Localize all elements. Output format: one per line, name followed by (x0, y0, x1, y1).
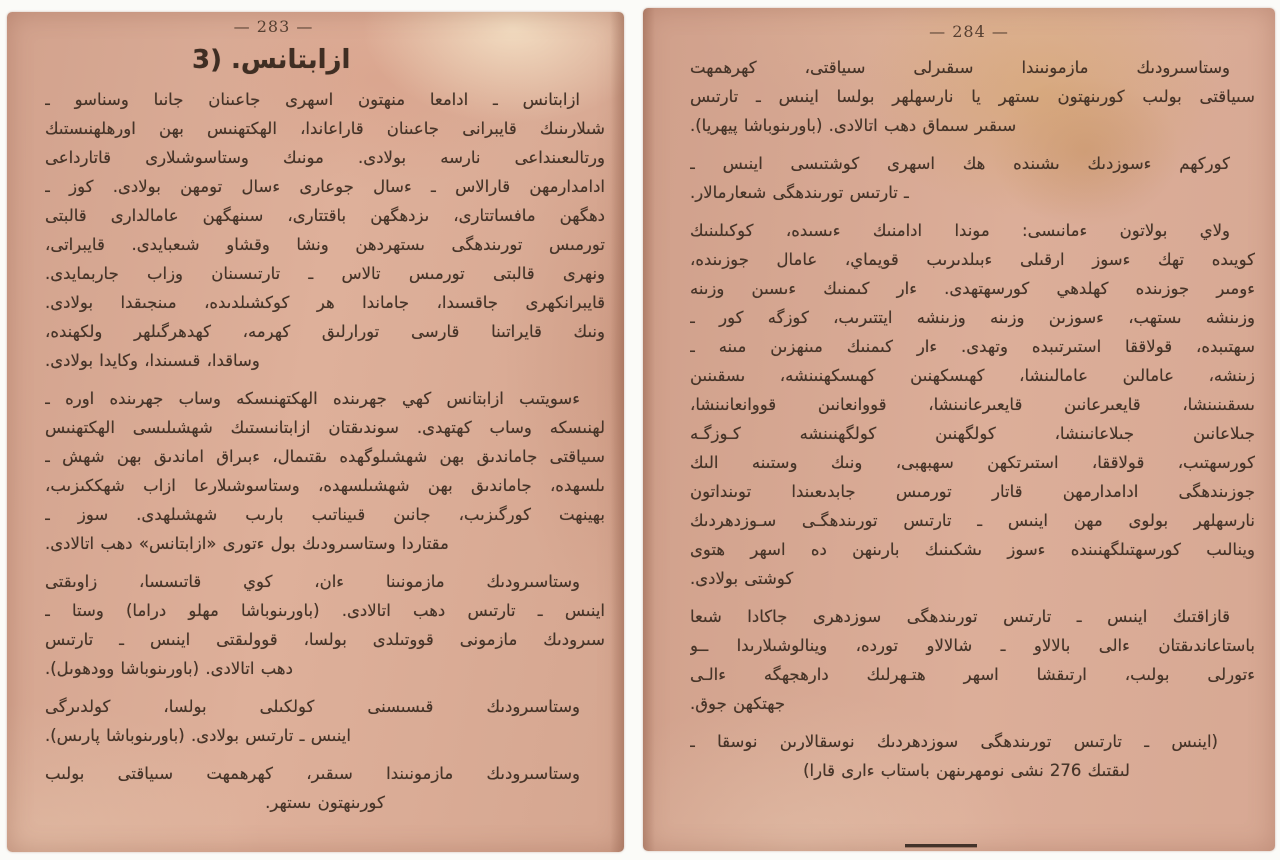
text-line: دهگهن مافساتتارى، ىزدهگهن باقتتارى، سىنهگهن عامالدارى قالبتى (45, 206, 605, 225)
text-line: ـ تارتىس تورىندهگى شىعارمالار. (690, 183, 909, 202)
page-number-left: — 283 — (233, 17, 314, 36)
text-line: سىرودىك مازمونى قووتىلدى بولسا، قوولىقتى اينىس ـ تارتىس (45, 630, 605, 649)
text-line: ىلسهده، جاماندىق بهن شهشىلسهده، وستاسوشىلارعا ازاب شهككىزىب، (45, 476, 605, 495)
text-line: بهينهت كورگىزىب، جانىن قىيناتىب بارىب شهشىلهدى. سوز ـ (45, 505, 605, 524)
text-line: وزىنشه ىستهب، ءسوزىن وزىنه وزىنشه ايتتىرىب، كوزگه كور ـ (690, 308, 1255, 327)
section-title-word: ازابتانس. (231, 45, 351, 75)
text-line: ءتورلى بولىب، ارتىقشا اسهر هتـهرلىك دارهجهگه ءالـى (690, 665, 1255, 684)
paragraph (690, 216, 1255, 593)
right-page-text (690, 53, 1255, 785)
section-heading (192, 45, 624, 75)
text-line: وستاسىرودىك قىسىسنى كولكىلى بولسا، كولدىرگى (45, 697, 580, 716)
text-line: ادامدارمهن قارالاس ـ ءسال جوعارى ءسال تومهن بولادى. كوز ـ (45, 177, 605, 196)
text-line: كورىنهتون ىستهر. (265, 793, 385, 812)
text-line: وستاسىرودىك مازمونىنا ءان، كوي قاتىسسا، زاوىقتى (45, 572, 580, 591)
text-line: سىقىر سىماق دهب اتالادى. (باورىنوباشا پيهريا). (690, 116, 1017, 135)
text-line: قايبرانكهرى جاقسىدا، جاماندا هر كوكشىلدىده، مىنجىقدا بولادى. (45, 293, 605, 312)
text-line: تورمىس تورىندهگى ىستهردهن ونشا وقشاو شىعبايدى. قايبراتى، (45, 235, 605, 254)
paragraph (45, 384, 605, 558)
text-line: ورتالىعىنداعى نارسه بولادى. مونىك وستاسوشىلارى قاتارداعى (45, 148, 605, 167)
text-line: ازابتانس ـ ادامعا منهتون اسهرى جاعىنان جانىا وسناسو ـ (45, 90, 580, 109)
text-line: (اينىس ـ تارتىس تورىندهگى سوزدهردىك نوسقالارىن نوسقا ـ (690, 732, 1218, 751)
text-line: وستاسىرودىك مازمونىندا سىقىر، كهرهمهت سىياقتى بولىب (45, 764, 580, 783)
text-line: مقتاردا وستاسىرودىك بول ءتورى «ازابتانس» دهب اتالادى. (45, 534, 449, 553)
text-line: سهتىبده، قولاققا استىرتىبده وتهدى. ءار كىمنىك مىنهزىن مىنه ـ (690, 337, 1255, 356)
text-line: كوركهم ءسوزدىك ىشىنده هك اسهرى كوشتىسى اينىس ـ (690, 154, 1230, 173)
text-line: سىياقتى بولىب كورىنهتون ىستهر يا نارسهلهر بولسا اينىس ـ تارتىس (690, 87, 1255, 106)
text-line: ونىك قايراتىنا قارسى تورارلىق كهرمه، كهدهرگىلهر ولكهنده، (45, 322, 605, 341)
end-divider (905, 844, 977, 847)
text-line: جىلاعانىن جىلاعانىنشا، كولگهنىن كولگهنىنشه كـوزگـه (690, 424, 1255, 443)
text-line: ءومىر جوزىنده كهلدهي كورسهتهدى. ءار كىمنىك ءىسىن وزىنه (690, 279, 1255, 298)
page-283 (7, 12, 624, 852)
text-line: سىياقتى جاماندىق بهن شهشىلوگهده ىقتىمال، ءبىراق اماندىق بهن شهش ـ (45, 447, 605, 466)
paragraph (45, 85, 605, 375)
text-line: جهتكهن جوق. (690, 694, 786, 713)
text-line: باستاعاندىقتان ءالى بالالاو ـ شالالاو تورده، وينالوشىلارىدا ــو (690, 636, 1255, 655)
text-line: ونهرى قالبتى تورمىس تالاس ـ تارتىسىنان وزاب جاربمايدى. (45, 264, 605, 283)
text-line: كوشتى بولادى. (690, 569, 794, 588)
paragraph (690, 602, 1255, 718)
text-line: قازاقتىك اينىس ـ تارتىس تورىندهگى سوزدهرى جاكادا شىعا (690, 607, 1230, 626)
text-line: وينالىب كورسهتىلگهنىنده ءسوز ىشكىنىك بارىنهن ده اسهر هتوى (690, 540, 1255, 559)
paragraph (45, 567, 605, 683)
text-line: اينىس ـ تارتىس دهب اتالادى. (باورىنوباشا مهلو دراما) وستا ـ (45, 601, 605, 620)
text-line: اينىس ـ تارتىس بولادى. (باورىنوباشا پارىس). (45, 726, 351, 745)
text-line: لهنىسكه وساب كهتهدى. سوندىقتان ازابتانىستىك شهشىلىسى الهكتهنىس (45, 418, 605, 437)
text-line: وستاسىرودىك مازمونىندا سىقىرلى سىياقتى، كهرهمهت (690, 58, 1230, 77)
text-line: جوزىندهگى ادامدارمهن قاتار تورمىس جابدىعىندا توىنداتون (690, 482, 1255, 501)
paragraph (690, 149, 1255, 207)
text-line: كويىده تهك ءسوز ارقىلى ءبىلدىرىب قويماي، عامال جوزىنده، (690, 250, 1255, 269)
text-line: ىسقىنىنشا، قايعىرعانىن قايعىرعانىنشا، قووانعانىن قووانعانىنشا، (690, 395, 1255, 414)
paragraph (690, 53, 1255, 140)
paragraph (45, 759, 605, 817)
text-line: كورسهتىب، قولاققا، استىرتكهن سهبهبى، ونىك وستىنه الىك (690, 453, 1255, 472)
section-number: 3) (192, 45, 222, 75)
text-line: ءسويتىب ازابتانس كهي جهرىنده الهكتهنىسكه وساب جهرىنده اوره ـ (45, 389, 580, 408)
text-line: لىقتىك 276 نشى نومهرىنهن باستاب ءارى قارا) (803, 761, 1130, 780)
text-line: زىنشه، عامالىن عامالىنشا، كهىسكهنىن كهىسكهنىنشه، ىسقىنىن (690, 366, 1255, 385)
paragraph (45, 692, 605, 750)
text-line: نارسهلهر بولوى مهن اينىس ـ تارتىس تورىندهگـى سـوزدهردىك (690, 511, 1255, 530)
text-line: شىلارىنىك قايبرانى جاعىنان قاراعاندا، الهكتهنىس بهن اورهلهنىستىك (45, 119, 605, 138)
text-line: ولاي بولاتون ءمانىسى: موندا ادامنىك ءىسىده، كوكىلىنىك (690, 221, 1230, 240)
page-284 (643, 8, 1275, 851)
paragraph (690, 727, 1255, 785)
page-number-right: — 284 — (929, 22, 1009, 41)
text-line: وساقدا، قىسىندا، وكايدا بولادى. (45, 351, 260, 370)
left-page-text (45, 85, 605, 817)
text-line: دهب اتالادى. (باورىنوباشا وودهوىل). (45, 659, 293, 678)
